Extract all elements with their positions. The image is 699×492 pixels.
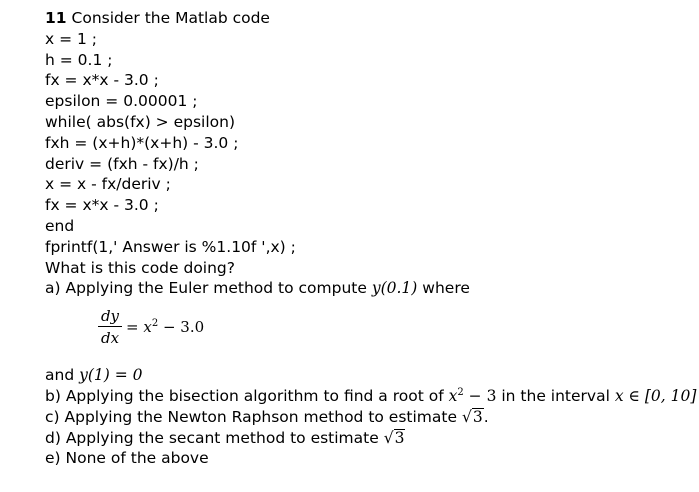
code-line-11: fprintf(1,' Answer is %1.10f ',x) ;	[45, 237, 296, 256]
option-a	[45, 278, 690, 299]
differential-equation	[98, 299, 690, 365]
fraction-numerator: dy	[100, 307, 120, 326]
option-b-interval: x ∈ [0, 10]	[614, 386, 697, 405]
question-prompt: What is this code doing?	[45, 258, 235, 277]
option-a-condition: and y(1) = 0	[45, 366, 143, 385]
code-line-10: end	[45, 216, 75, 235]
derivative-fraction	[98, 307, 122, 347]
option-b: b) Applying the bisection algorithm to find a root of $x^2 - 3$ in the interval x ∈ [0, 10]	[45, 386, 697, 405]
option-d-text: d) Applying the secant method to estimate	[45, 428, 384, 447]
code-line-6: fxh = (x+h)*(x+h) - 3.0 ;	[45, 133, 239, 152]
option-a-math: y(0.1)	[371, 279, 418, 298]
option-a-suffix: where	[417, 279, 470, 298]
option-a-text: a) Applying the Euler method to compute	[45, 279, 372, 298]
option-c: c) Applying the Newton Raphson method to estimate √3.	[45, 407, 489, 426]
code-line-7: deriv = (fxh - fx)/h ;	[45, 154, 199, 173]
code-line-9: fx = x*x - 3.0 ;	[45, 196, 159, 215]
code-line-3: fx = x*x - 3.0 ;	[45, 71, 159, 90]
sqrt-symbol: √3	[461, 407, 483, 426]
fraction-bar	[98, 326, 122, 327]
option-d	[45, 428, 690, 449]
option-b-poly: $x^2 - 3$	[448, 386, 497, 405]
code-line-2: h = 0.1 ;	[45, 50, 113, 69]
code-line-4: epsilon = 0.00001 ;	[45, 92, 198, 111]
option-e: e) None of the above	[45, 449, 209, 468]
code-line-1: x = 1 ;	[45, 29, 98, 48]
option-c-text: c) Applying the Newton Raphson method to estimate	[45, 407, 462, 426]
fraction-denominator: dx	[100, 329, 120, 348]
code-line-8: x = x - fx/deriv ;	[45, 175, 171, 194]
sqrt-symbol: √3	[383, 428, 405, 447]
option-b-text: b) Applying the bisection algorithm to find a root of	[45, 386, 449, 405]
question-block	[45, 8, 697, 469]
initial-condition: y(1) = 0	[79, 366, 143, 385]
question-header	[45, 8, 690, 29]
question-number: 11	[45, 9, 67, 27]
question-intro: Consider the Matlab code	[71, 9, 270, 27]
code-line-5: while( abs(fx) > epsilon)	[45, 112, 236, 131]
equation-rhs: = $x^2 - 3.0$	[126, 318, 205, 337]
